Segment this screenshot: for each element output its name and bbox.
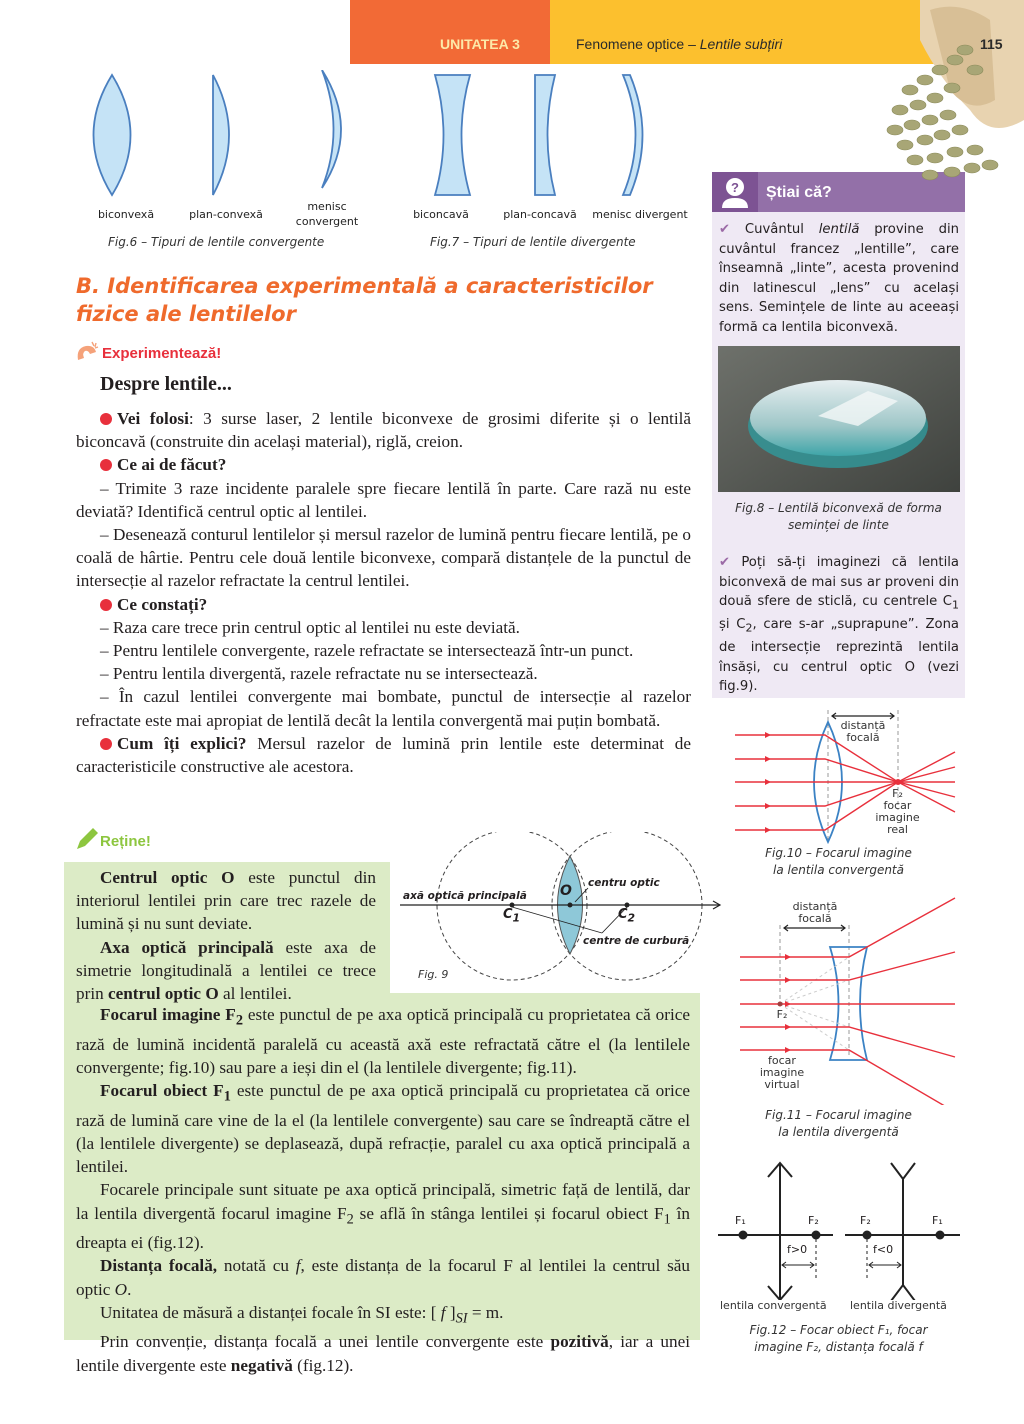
label-biconvex: biconvexă	[97, 208, 155, 221]
definition-text: al lentilei.	[218, 984, 292, 1004]
text: (fig.12).	[292, 1355, 354, 1375]
pencil-icon	[74, 826, 100, 852]
convergent-meniscus-lens-icon	[322, 70, 341, 188]
fig12-conv-label: lentila convergentă	[720, 1299, 827, 1312]
focar-imagine-definition	[76, 1003, 690, 1079]
label-line: distanță	[840, 719, 886, 732]
italic-term: lentilă	[818, 222, 860, 237]
focar-obiect-definition	[76, 1079, 690, 1178]
text: se află în stânga lentilei și focarul obiect F	[353, 1203, 664, 1223]
did-you-know-title: Știai că?	[766, 184, 832, 201]
symbol-f: f	[295, 1256, 301, 1276]
chapter-title-italic: Lentile subțiri	[699, 36, 783, 52]
text: , este distanța de la focarul F al lentilei la centrul său optic	[76, 1256, 691, 1299]
term-focar-imagine	[100, 1005, 243, 1029]
chapter-title	[576, 36, 782, 52]
caption-line: la lentila divergentă	[778, 1125, 899, 1139]
text: Cuvântul	[744, 222, 819, 237]
ce-constati-heading	[76, 593, 691, 616]
biconvex-lens-photo	[718, 346, 960, 492]
label-line: real	[887, 823, 908, 836]
fig7-caption: Fig.7 – Tipuri de lentile divergente	[430, 235, 636, 249]
divergent-meniscus-lens-icon	[623, 75, 643, 195]
fig9-o-label: O	[560, 883, 572, 899]
label-line: virtual	[764, 1078, 800, 1091]
fig12-div-f2: F₂	[860, 1214, 871, 1227]
label-line: distanță	[792, 900, 838, 913]
experiment-body	[76, 407, 691, 778]
ce-constati-item: – Pentru lentilele convergente, razele refractate se intersectează într-un punct.	[100, 641, 634, 661]
fig9-caption: Fig. 9	[418, 968, 449, 981]
bullet-icon	[100, 413, 112, 425]
retine-intro	[76, 866, 376, 1005]
vei-folosi-text: : 3 surse laser, 2 lentile biconvexe de grosimi diferite și o lentilă biconcavă (construite din același material), riglă, creion.	[76, 409, 691, 452]
term-pozitiva: pozitivă	[550, 1332, 609, 1352]
cum-text: Mersul razelor de lumină prin lentile este determinat de caracteristicile constructive ale acestora.	[76, 733, 691, 777]
f2-label: F₂	[892, 787, 903, 800]
fig12-conv-f1: F₁	[735, 1214, 746, 1227]
fig9-c1-label	[503, 907, 520, 925]
label-line: focar	[883, 799, 912, 812]
c-letter: C	[618, 907, 628, 922]
biconvex-lens-icon	[94, 75, 131, 195]
fig12-caption	[712, 1322, 965, 1356]
centrul-optic-definition	[76, 866, 376, 936]
text: Prin convenție, distanța focală a unei lentile convergente este	[100, 1332, 551, 1352]
biconcave-lens-icon	[435, 75, 470, 195]
axa-optica-definition	[76, 936, 376, 1006]
vei-folosi-label: Vei folosi	[117, 409, 189, 428]
text: , care s-ar „suprapune”. Zona de intersecție reprezintă lentila însăși, cu centrul optic O (vezi fig.9).	[719, 617, 960, 695]
text: notată cu	[217, 1256, 296, 1276]
text: ]	[445, 1302, 456, 1322]
fig9-centru-optic-label: centru optic	[588, 877, 660, 889]
label-divergent-meniscus: menisc divergent	[592, 208, 688, 221]
subscript: 1	[512, 911, 521, 925]
caption-line: Fig.12 – Focar obiect F₁, focar	[749, 1323, 928, 1337]
checkmark-icon: ✔	[719, 222, 731, 237]
did-you-know-text-2	[719, 553, 959, 697]
page-number: 115	[980, 36, 1003, 52]
subscript: 1	[952, 598, 959, 612]
term-centrul-optic: Centrul optic O	[100, 868, 235, 887]
label-line: focală	[798, 912, 832, 925]
text: = m.	[467, 1302, 504, 1322]
fig10-focus-label	[870, 788, 925, 836]
retine-label: Reține!	[100, 833, 151, 850]
label-line: imagine	[759, 1066, 805, 1079]
cum-label: Cum îți explici?	[117, 733, 247, 753]
bullet-icon	[100, 738, 112, 750]
fig11-distance-label	[785, 901, 845, 925]
subscript: 1	[223, 1088, 231, 1105]
fig6-caption: Fig.6 – Tipuri de lentile convergente	[108, 235, 325, 249]
label-convergent-meniscus: menisc convergent	[295, 200, 359, 228]
caption-line: Fig.11 – Focarul imagine	[765, 1108, 912, 1122]
caption-line: la lentila convergentă	[773, 863, 904, 877]
caption-line: Fig.10 – Focarul imagine	[765, 846, 912, 860]
fig11-f2-label: F₂	[776, 1008, 788, 1021]
subscript: 1	[663, 1210, 671, 1227]
ce-constati-item: – Pentru lentila divergentă, razele refractate nu se intersectează.	[100, 664, 538, 684]
did-you-know-text-1	[719, 220, 959, 337]
focare-principale-paragraph	[76, 1178, 690, 1254]
subscript: 2	[627, 911, 636, 925]
text: provine din cuvântul francez „lentille”, care înseamnă „linte”, acesta provenind din latinescul „lens” cu același sens. Semințele de linte au aceeași formă ca lentila biconvexă.	[719, 222, 959, 335]
definition-text: este punctul de pe axa optică principală cu proprietatea că orice rază de lumină incidentă paralelă cu această axă este refractată către el (la lentilele convergente; fig.10) sau pare a ieși din el (la lentilele divergente; fig.11).	[76, 1005, 690, 1077]
subscript: 2	[346, 1210, 354, 1227]
chapter-title-plain: Fenomene optice –	[576, 36, 700, 52]
text: , iar a unei lentile divergente este	[76, 1332, 690, 1375]
definition-text: este punctul de pe axa optică principală cu proprietatea că orice rază de lumină care vine de la el (la lentilele convergente) sau care se îndreaptă către el (la lentilele divergente) se deplasează, după refracție, paralel cu axa optică principală a lentilei.	[76, 1081, 691, 1177]
question-person-icon	[712, 172, 758, 212]
plano-concave-lens-icon	[535, 75, 555, 195]
definition-text: este axa de simetrie longitudinală a lentilei ce trece prin	[76, 937, 377, 1004]
ce-ai-heading	[76, 453, 691, 476]
text: Unitatea de măsură a distanței focale în SI este: [	[100, 1302, 441, 1322]
header-unit-band	[350, 0, 550, 64]
retine-definitions	[76, 1003, 690, 1377]
conventie-paragraph	[76, 1330, 690, 1376]
fig12-conv-f2: F₂	[808, 1214, 819, 1227]
term-distanta-focala: Distanța focală,	[100, 1256, 218, 1276]
section-heading: B. Identificarea experimentală a caracteristicilor fizice ale lentilelor	[76, 274, 653, 326]
lens-types-figure	[60, 70, 710, 200]
ce-constati-item: – În cazul lentilei convergente mai bombate, punctul de intersecție al razelor refractate este mai apropiat de lentilă decât la lentila convergentă mai puțin bombată.	[76, 687, 691, 730]
subscript: 2	[745, 621, 753, 635]
term-text: Focarul imagine F	[100, 1005, 236, 1024]
fig11-focus-label	[752, 1055, 812, 1091]
text: .	[127, 1279, 132, 1299]
fig9-axis-label: axă optică principală	[403, 890, 527, 902]
fig9-c2-label	[618, 907, 635, 925]
label-plano-convex: plan-convexă	[189, 208, 263, 221]
subscript: SI	[455, 1310, 468, 1327]
fig12-focal-diagram	[715, 1155, 965, 1300]
bullet-icon	[100, 599, 112, 611]
cum-paragraph	[76, 732, 691, 778]
magnet-icon	[74, 340, 100, 364]
caption-line: imagine F₂, distanța focală f	[754, 1340, 923, 1354]
term-centrul-optic: centrul optic O	[107, 984, 219, 1004]
bullet-icon	[100, 459, 112, 471]
text: Focarele principale sunt situate pe axa optică principală, simetric față de lentilă, dar la lentila divergentă focarul imagine F	[76, 1180, 690, 1223]
unit-label: UNITATEA 3	[440, 36, 520, 52]
c-letter: C	[503, 907, 513, 922]
lentil-bag-image	[880, 0, 1024, 190]
fig10-distance-label	[833, 720, 893, 744]
svg-text:?: ?	[731, 180, 739, 195]
plano-convex-lens-icon	[213, 75, 229, 195]
experiment-label: Experimentează!	[102, 345, 222, 362]
term-focar-obiect	[100, 1081, 231, 1105]
fig12-conv-f-sign: f>0	[787, 1243, 808, 1256]
fig12-div-f-sign: f<0	[873, 1243, 894, 1256]
ce-ai-label: Ce ai de făcut?	[117, 455, 227, 475]
fig10-caption	[712, 845, 965, 879]
experiment-title: Despre lentile...	[100, 373, 232, 395]
symbol-f: f	[440, 1302, 446, 1322]
label-line: focar	[768, 1054, 796, 1067]
fig12-div-f1: F₁	[932, 1214, 943, 1227]
distanta-focala-definition	[76, 1254, 690, 1300]
term-text: Focarul obiect F	[100, 1081, 224, 1101]
label-line: imagine	[875, 811, 920, 824]
fig8-caption: Fig.8 – Lentilă biconvexă de forma seminței de linte	[735, 501, 942, 532]
si-unit-paragraph	[76, 1301, 690, 1331]
label-biconcave: biconcavă	[413, 208, 469, 221]
ce-ai-item: – Trimite 3 raze incidente paralele spre fiecare lentilă în parte. Care rază nu este deviată? Identifică centrul optic al lentilei.	[76, 478, 691, 521]
fig11-caption	[712, 1107, 965, 1141]
ce-ai-item: – Desenează conturul lentilelor și mersul razelor de lumină pentru fiecare lentilă, pe o coală de hârtie. Pentru cele două lentile biconvexe, compară distanțele de la punctul de intersecție al razelor refractate la centrul lentilei.	[76, 525, 691, 591]
text: și C	[719, 617, 746, 633]
ce-constati-item: – Raza care trece prin centrul optic al lentilei nu este deviată.	[100, 617, 520, 637]
definition-text: este punctul din interiorul lentilei prin care trec razele de lumină și nu sunt deviate.	[76, 868, 376, 934]
checkmark-icon: ✔	[719, 555, 731, 570]
vei-folosi-paragraph	[76, 407, 691, 453]
fig12-div-label: lentila divergentă	[850, 1299, 947, 1312]
text: în dreapta ei (fig.12).	[76, 1203, 691, 1253]
subscript: 2	[235, 1012, 243, 1029]
ce-constati-label: Ce constați?	[117, 594, 208, 614]
label-line: focală	[846, 731, 880, 744]
text: Poți să-ți imaginezi că lentila biconvexă de mai sus ar proveni din două sfere de sticlă, cu centrele C	[719, 555, 959, 609]
label-plano-concave: plan-concavă	[503, 208, 577, 221]
term-axa-optica: Axa optică principală	[100, 937, 274, 957]
term-negativa: negativă	[230, 1355, 293, 1375]
fig9-centre-curbura-label: centre de curbură	[583, 935, 690, 947]
symbol-o: O	[114, 1279, 128, 1299]
